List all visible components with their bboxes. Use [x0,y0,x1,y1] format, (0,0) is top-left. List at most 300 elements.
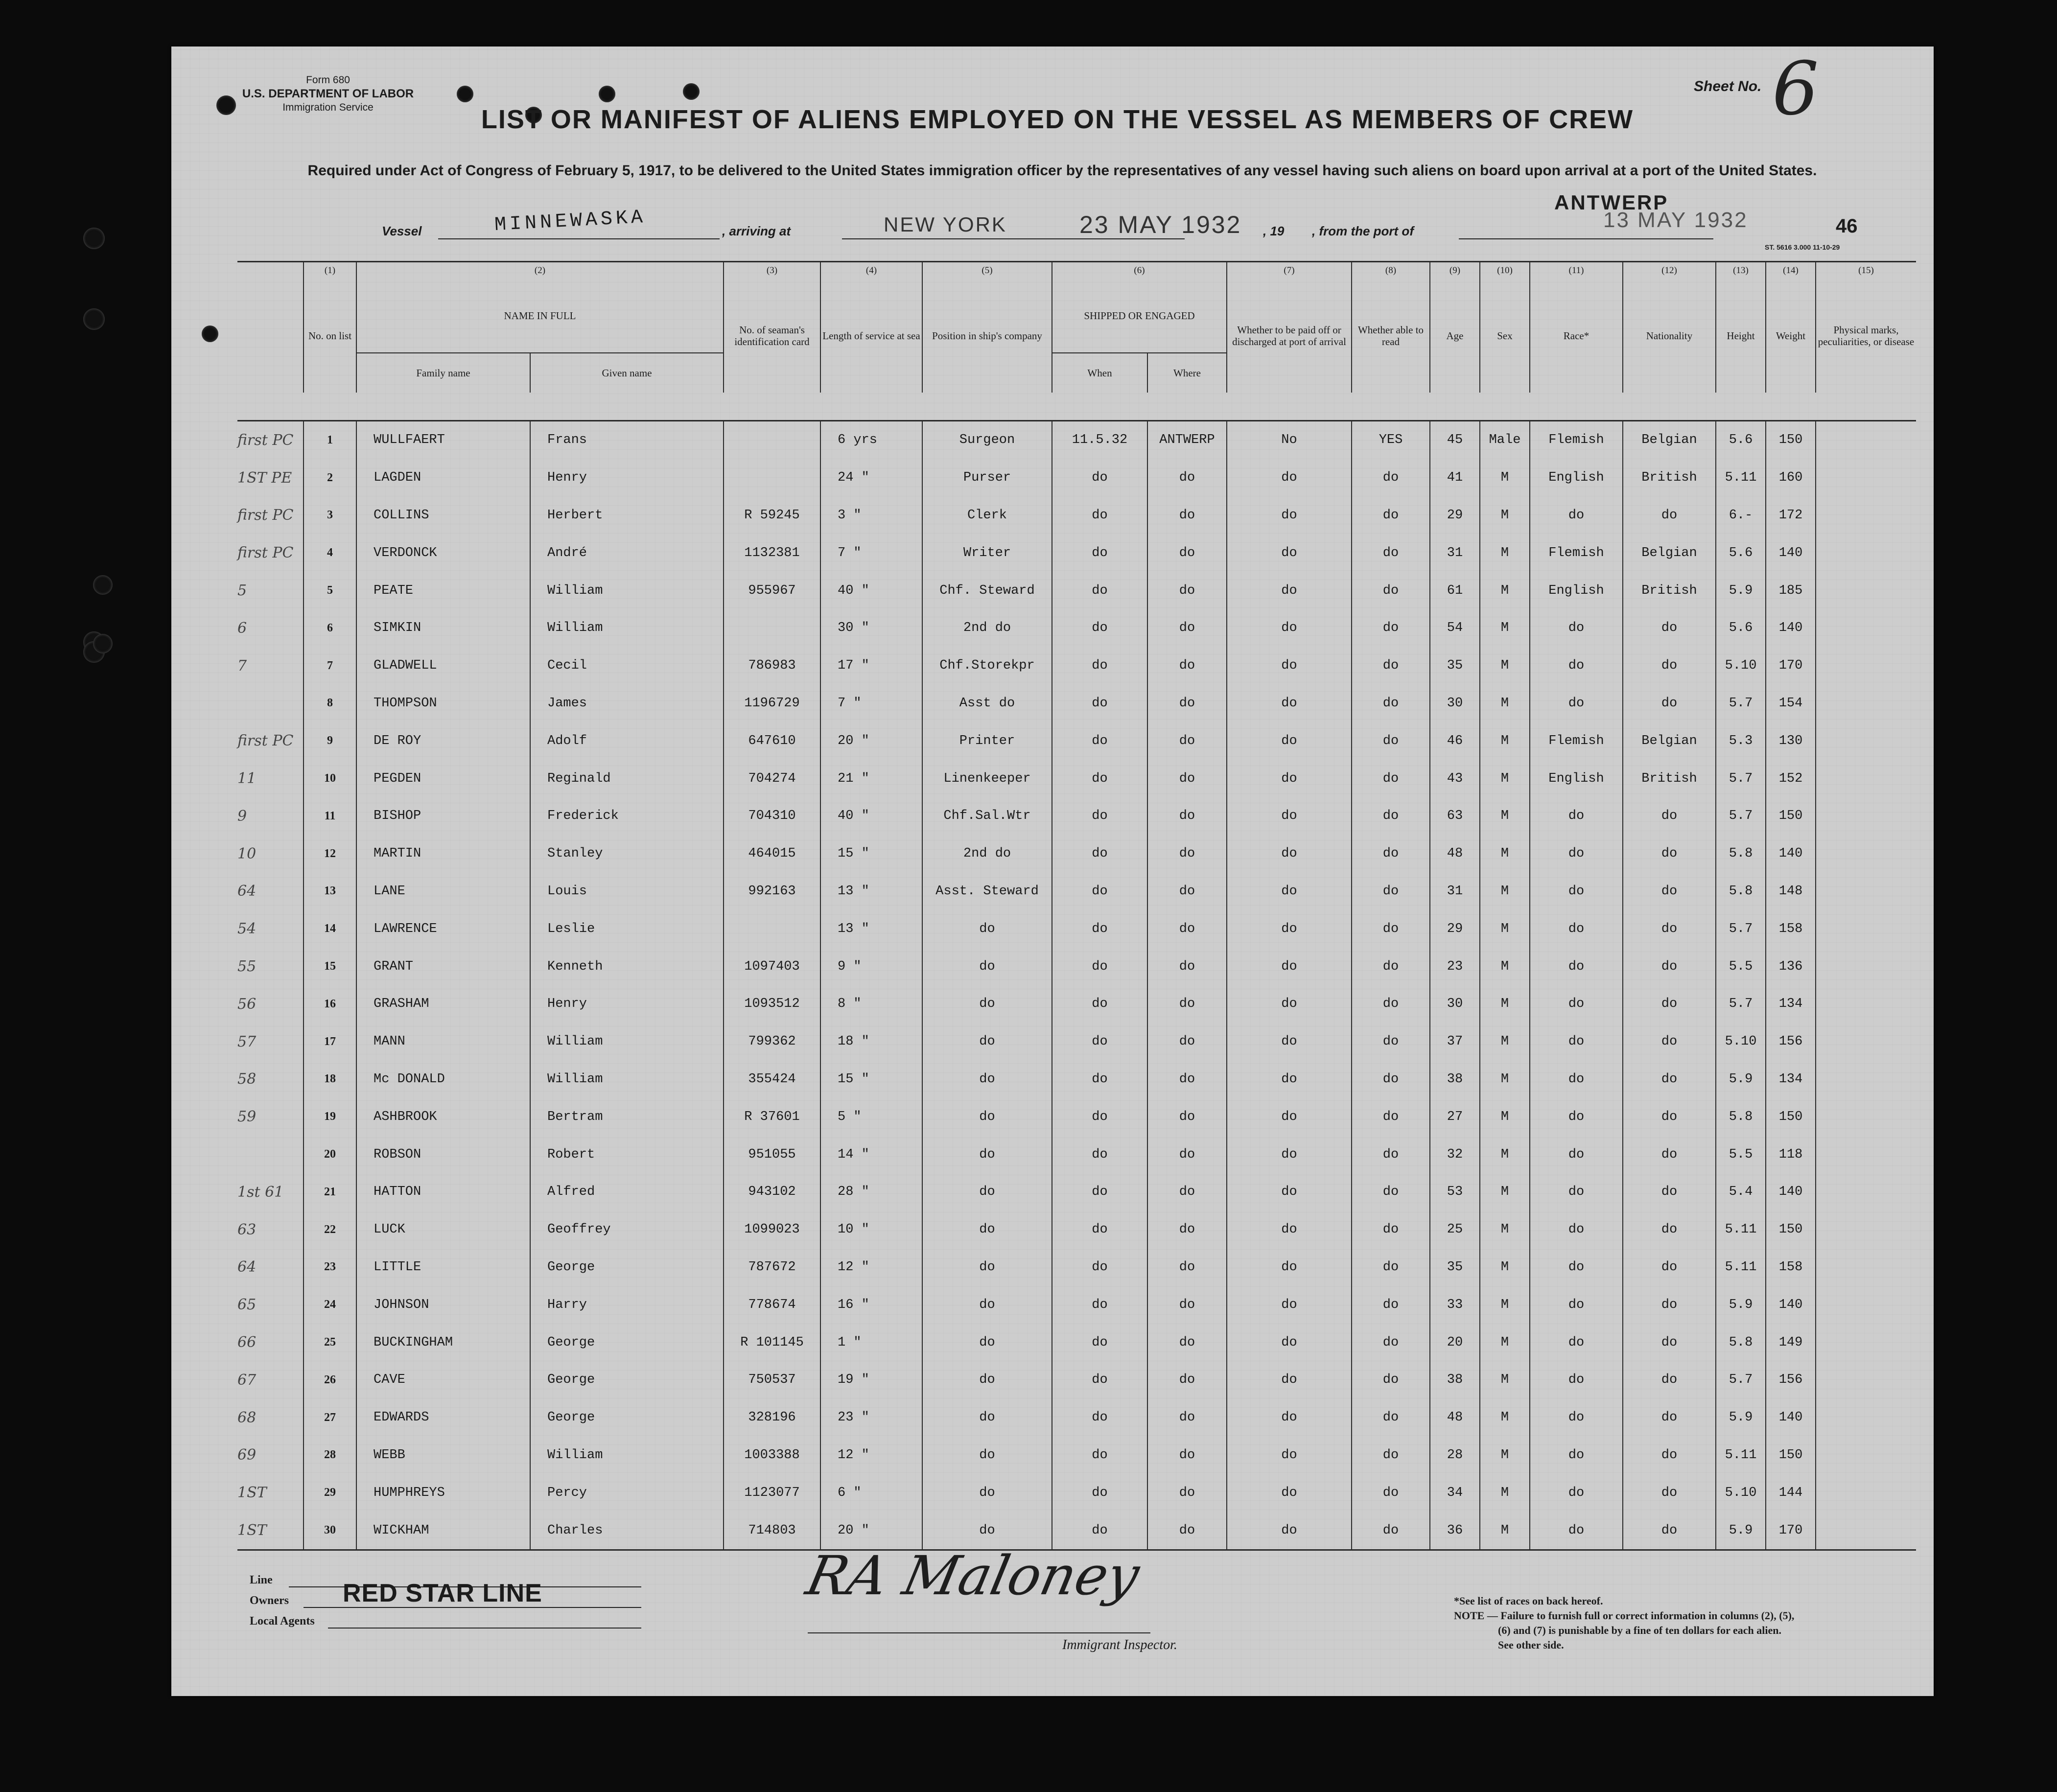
punch-hole [599,86,615,102]
race: Flemish [1530,421,1623,459]
sex: M [1480,572,1530,609]
row-number: 29 [304,1474,356,1512]
length-of-service: 14 " [820,1136,922,1173]
given-name: Robert [530,1136,724,1173]
physical-marks [1816,760,1916,797]
physical-marks [1816,421,1916,459]
paid-off: do [1227,647,1352,685]
physical-marks [1816,835,1916,873]
length-of-service: 15 " [820,835,922,873]
able-to-read: do [1352,835,1430,873]
nationality: Belgian [1623,722,1716,760]
header-id-card: No. of seaman's identification card [724,279,820,393]
shipped-when: do [1052,1211,1147,1249]
family-name: MANN [356,1023,530,1061]
family-name: PEGDEN [356,760,530,797]
family-name: HATTON [356,1173,530,1211]
physical-marks [1816,1061,1916,1098]
header-name-in-full: NAME IN FULL [356,279,724,353]
agents-underline [328,1628,641,1629]
note-line-1: NOTE — Failure to furnish full or correct information in columns (2), (5), [1454,1609,1795,1622]
weight: 144 [1766,1474,1816,1512]
race: do [1530,1211,1623,1249]
nationality: do [1623,797,1716,835]
shipped-where: do [1147,797,1227,835]
sheet-no-label: Sheet No. [1694,78,1762,94]
id-card-number: 1099023 [724,1211,820,1249]
crew-rows [237,421,1916,1550]
nationality: do [1623,685,1716,722]
given-name: Henry [530,459,724,497]
shipped-where: do [1147,760,1227,797]
department-block [225,73,431,115]
row-number: 4 [304,534,356,572]
weight: 156 [1766,1361,1816,1399]
paid-off: do [1227,572,1352,609]
note-line-3: See other side. [1498,1639,1564,1651]
height: 5.9 [1716,1286,1766,1324]
physical-marks [1816,1098,1916,1136]
family-name: JOHNSON [356,1286,530,1324]
nationality: do [1623,609,1716,647]
margin-note: first PC [237,544,294,562]
shipped-where: do [1147,985,1227,1023]
position: do [922,1361,1052,1399]
physical-marks [1816,985,1916,1023]
paid-off: do [1227,1023,1352,1061]
given-name: George [530,1324,724,1361]
shipped-where: do [1147,1361,1227,1399]
physical-marks [1816,1023,1916,1061]
nationality: do [1623,1474,1716,1512]
height: 5.8 [1716,1324,1766,1361]
id-card-number: 714803 [724,1512,820,1550]
sex: M [1480,1286,1530,1324]
given-name: Geoffrey [530,1211,724,1249]
nationality: do [1623,1098,1716,1136]
margin-note: 1st 61 [237,1183,284,1201]
given-name: Reginald [530,760,724,797]
height: 5.10 [1716,1474,1766,1512]
binder-hole [83,228,105,249]
sex: M [1480,910,1530,948]
shipped-where: do [1147,1474,1227,1512]
paid-off: do [1227,1361,1352,1399]
given-name: William [530,609,724,647]
height: 5.9 [1716,1061,1766,1098]
race: do [1530,1474,1623,1512]
height: 5.7 [1716,1361,1766,1399]
id-card-number: 1196729 [724,685,820,722]
able-to-read: do [1352,910,1430,948]
id-card-number: 778674 [724,1286,820,1324]
able-to-read: do [1352,1474,1430,1512]
age: 48 [1430,1399,1480,1437]
table-row [237,760,1916,797]
id-card-number: 1093512 [724,985,820,1023]
race: Flemish [1530,722,1623,760]
id-card-number: R 101145 [724,1324,820,1361]
shipped-when: do [1052,722,1147,760]
margin-note: 59 [237,1108,257,1126]
family-name: BISHOP [356,797,530,835]
length-of-service: 40 " [820,572,922,609]
length-of-service: 20 " [820,722,922,760]
able-to-read: do [1352,1061,1430,1098]
weight: 140 [1766,534,1816,572]
page-title: LIST OR MANIFEST OF ALIENS EMPLOYED ON THE VESSEL AS MEMBERS OF CREW [481,105,1634,134]
col-num-8: (8) [1352,262,1430,279]
physical-marks [1816,647,1916,685]
col-num-1: (1) [304,262,356,279]
weight: 170 [1766,647,1816,685]
id-card-number: 799362 [724,1023,820,1061]
shipped-when: do [1052,948,1147,985]
sex: M [1480,1399,1530,1437]
race: do [1530,1173,1623,1211]
able-to-read: do [1352,572,1430,609]
family-name: WULLFAERT [356,421,530,459]
position: do [922,1399,1052,1437]
shipped-when: do [1052,1324,1147,1361]
shipped-where: do [1147,685,1227,722]
given-name: George [530,1361,724,1399]
punch-hole [93,634,113,653]
height: 5.7 [1716,910,1766,948]
margin-note: 1ST [237,1484,267,1502]
shipped-when: do [1052,1286,1147,1324]
from-port-label: , from the port of [1312,224,1414,238]
id-card-number: 704274 [724,760,820,797]
able-to-read: do [1352,1023,1430,1061]
shipped-where: do [1147,1399,1227,1437]
paid-off: do [1227,1286,1352,1324]
table-row [237,609,1916,647]
length-of-service: 7 " [820,534,922,572]
vessel-name: MINNEWASKA [494,206,647,237]
manifest-sheet [171,47,1934,1696]
age: 31 [1430,534,1480,572]
row-number: 15 [304,948,356,985]
race: English [1530,459,1623,497]
given-name: Charles [530,1512,724,1550]
family-name: EDWARDS [356,1399,530,1437]
able-to-read: do [1352,1437,1430,1474]
given-name: Bertram [530,1098,724,1136]
sex: M [1480,985,1530,1023]
race: do [1530,1098,1623,1136]
weight: 150 [1766,1437,1816,1474]
agents-label: Local Agents [250,1615,315,1628]
table-row [237,685,1916,722]
margin-note: 57 [237,1033,257,1050]
col-num-4: (4) [820,262,922,279]
shipped-when: do [1052,685,1147,722]
arriving-port: NEW YORK [884,213,1007,236]
row-number: 17 [304,1023,356,1061]
shipped-where: do [1147,497,1227,535]
table-row [237,1061,1916,1098]
height: 5.6 [1716,609,1766,647]
nationality: do [1623,1361,1716,1399]
row-number: 10 [304,760,356,797]
margin-note: 1ST PE [237,469,292,487]
shipped-where: do [1147,1249,1227,1286]
header-position: Position in ship's company [922,279,1052,393]
position: Chf.Storekpr [922,647,1052,685]
weight: 134 [1766,985,1816,1023]
given-name: George [530,1399,724,1437]
col-num-5: (5) [922,262,1052,279]
id-card-number: 955967 [724,572,820,609]
margin-note [237,685,304,722]
age: 61 [1430,572,1480,609]
length-of-service: 8 " [820,985,922,1023]
row-number: 2 [304,459,356,497]
table-row [237,1474,1916,1512]
family-name: WEBB [356,1437,530,1474]
punch-hole [202,326,218,342]
length-of-service: 7 " [820,685,922,722]
race: do [1530,1361,1623,1399]
col-num-10: (10) [1480,262,1530,279]
weight: 152 [1766,760,1816,797]
id-card-number: 786983 [724,647,820,685]
sex: M [1480,1098,1530,1136]
table-row [237,1324,1916,1361]
height: 5.11 [1716,1437,1766,1474]
physical-marks [1816,1211,1916,1249]
id-card-number: 992163 [724,873,820,910]
shipped-when: do [1052,1023,1147,1061]
weight: 150 [1766,1098,1816,1136]
col-num-2: (2) [356,262,724,279]
weight: 185 [1766,572,1816,609]
row-number: 28 [304,1437,356,1474]
position: do [922,1286,1052,1324]
nationality: do [1623,1512,1716,1550]
header-when: When [1052,353,1147,393]
nationality: British [1623,572,1716,609]
family-name: LANE [356,873,530,910]
margin-note: 54 [237,920,257,938]
shipped-when: do [1052,1173,1147,1211]
paid-off: do [1227,835,1352,873]
nationality: do [1623,910,1716,948]
position: do [922,1023,1052,1061]
sheet-number: 6 [1772,47,1819,132]
margin-note: 68 [237,1409,257,1426]
row-number: 3 [304,497,356,535]
header-length-service: Length of service at sea [820,279,922,393]
able-to-read: do [1352,609,1430,647]
vessel-underline [438,238,720,239]
family-name: LAGDEN [356,459,530,497]
shipped-where: do [1147,1512,1227,1550]
header-paid-off: Whether to be paid off or discharged at port of arrival [1227,279,1352,393]
length-of-service: 20 " [820,1512,922,1550]
able-to-read: YES [1352,421,1430,459]
paid-off: do [1227,1437,1352,1474]
able-to-read: do [1352,722,1430,760]
id-card-number: 1123077 [724,1474,820,1512]
table-row [237,797,1916,835]
family-name: COLLINS [356,497,530,535]
family-name: SIMKIN [356,609,530,647]
col-num-7: (7) [1227,262,1352,279]
race: English [1530,572,1623,609]
row-number: 12 [304,835,356,873]
given-name: Kenneth [530,948,724,985]
length-of-service: 3 " [820,497,922,535]
able-to-read: do [1352,497,1430,535]
id-card-number: 704310 [724,797,820,835]
position: do [922,1512,1052,1550]
length-of-service: 40 " [820,797,922,835]
header-shipped-engaged: SHIPPED OR ENGAGED [1052,279,1227,353]
nationality: do [1623,1136,1716,1173]
paid-off: do [1227,685,1352,722]
id-card-number: 787672 [724,1249,820,1286]
physical-marks [1816,1361,1916,1399]
weight: 158 [1766,1249,1816,1286]
sex: Male [1480,421,1530,459]
able-to-read: do [1352,985,1430,1023]
shipped-when: do [1052,1474,1147,1512]
margin-col-header [237,279,304,393]
id-card-number: 1003388 [724,1437,820,1474]
row-number: 19 [304,1098,356,1136]
family-name: ASHBROOK [356,1098,530,1136]
row-number: 14 [304,910,356,948]
header-age: Age [1430,279,1480,393]
id-card-number [724,910,820,948]
able-to-read: do [1352,1286,1430,1324]
sex: M [1480,609,1530,647]
position: Surgeon [922,421,1052,459]
length-of-service: 12 " [820,1437,922,1474]
given-name: Henry [530,985,724,1023]
shipped-when: do [1052,985,1147,1023]
nationality: do [1623,1286,1716,1324]
sex: M [1480,1512,1530,1550]
id-card-number: 355424 [724,1061,820,1098]
vessel-label: Vessel [382,224,422,238]
given-name: William [530,572,724,609]
length-of-service: 9 " [820,948,922,985]
age: 29 [1430,497,1480,535]
punch-hole [93,575,113,595]
given-name: William [530,1437,724,1474]
position: do [922,1437,1052,1474]
age: 20 [1430,1324,1480,1361]
note-line-2: (6) and (7) is punishable by a fine of ten dollars for each alien. [1498,1624,1781,1636]
position: Linenkeeper [922,760,1052,797]
sex: M [1480,760,1530,797]
position: do [922,1249,1052,1286]
row-number: 1 [304,421,356,459]
paid-off: do [1227,1098,1352,1136]
race: do [1530,1324,1623,1361]
shipped-where: do [1147,948,1227,985]
race: do [1530,497,1623,535]
table-row [237,910,1916,948]
weight: 170 [1766,1512,1816,1550]
given-name: Adolf [530,722,724,760]
shipped-when: do [1052,1361,1147,1399]
shipped-when: do [1052,1399,1147,1437]
position: Printer [922,722,1052,760]
row-number: 20 [304,1136,356,1173]
col-num-14: (14) [1766,262,1816,279]
given-name: William [530,1061,724,1098]
shipped-when: do [1052,1098,1147,1136]
shipped-when: do [1052,835,1147,873]
row-number: 8 [304,685,356,722]
nationality: do [1623,1399,1716,1437]
margin-note [237,1136,304,1173]
table-row [237,1173,1916,1211]
family-name: CAVE [356,1361,530,1399]
length-of-service: 13 " [820,910,922,948]
given-name: Louis [530,873,724,910]
shipped-where: do [1147,572,1227,609]
header-given-name: Given name [530,353,724,393]
header-physical-marks: Physical marks, peculiarities, or disease [1816,279,1916,393]
given-name: Alfred [530,1173,724,1211]
shipped-when: do [1052,497,1147,535]
row-number: 22 [304,1211,356,1249]
height: 5.8 [1716,1098,1766,1136]
given-name: Frederick [530,797,724,835]
height: 5.10 [1716,647,1766,685]
physical-marks [1816,1286,1916,1324]
margin-note: first PC [237,732,294,750]
margin-note: 58 [237,1071,257,1088]
sex: M [1480,873,1530,910]
shipped-where: do [1147,1023,1227,1061]
shipped-where: do [1147,722,1227,760]
sex: M [1480,797,1530,835]
margin-note: 10 [237,845,257,862]
position: Writer [922,534,1052,572]
shipped-where: ANTWERP [1147,421,1227,459]
length-of-service: 1 " [820,1324,922,1361]
table-row [237,1249,1916,1286]
shipped-when: do [1052,760,1147,797]
age: 33 [1430,1286,1480,1324]
position: 2nd do [922,835,1052,873]
age: 30 [1430,985,1480,1023]
shipped-when: do [1052,873,1147,910]
height: 5.9 [1716,1399,1766,1437]
id-card-number [724,459,820,497]
shipped-when: do [1052,1437,1147,1474]
able-to-read: do [1352,459,1430,497]
position: do [922,985,1052,1023]
age: 53 [1430,1173,1480,1211]
position: do [922,910,1052,948]
sex: M [1480,722,1530,760]
race: do [1530,1512,1623,1550]
height: 5.7 [1716,797,1766,835]
table-row [237,572,1916,609]
weight: 140 [1766,1173,1816,1211]
margin-note: first PC [237,431,294,449]
height: 5.3 [1716,722,1766,760]
margin-note: 64 [237,883,257,900]
length-of-service: 30 " [820,609,922,647]
